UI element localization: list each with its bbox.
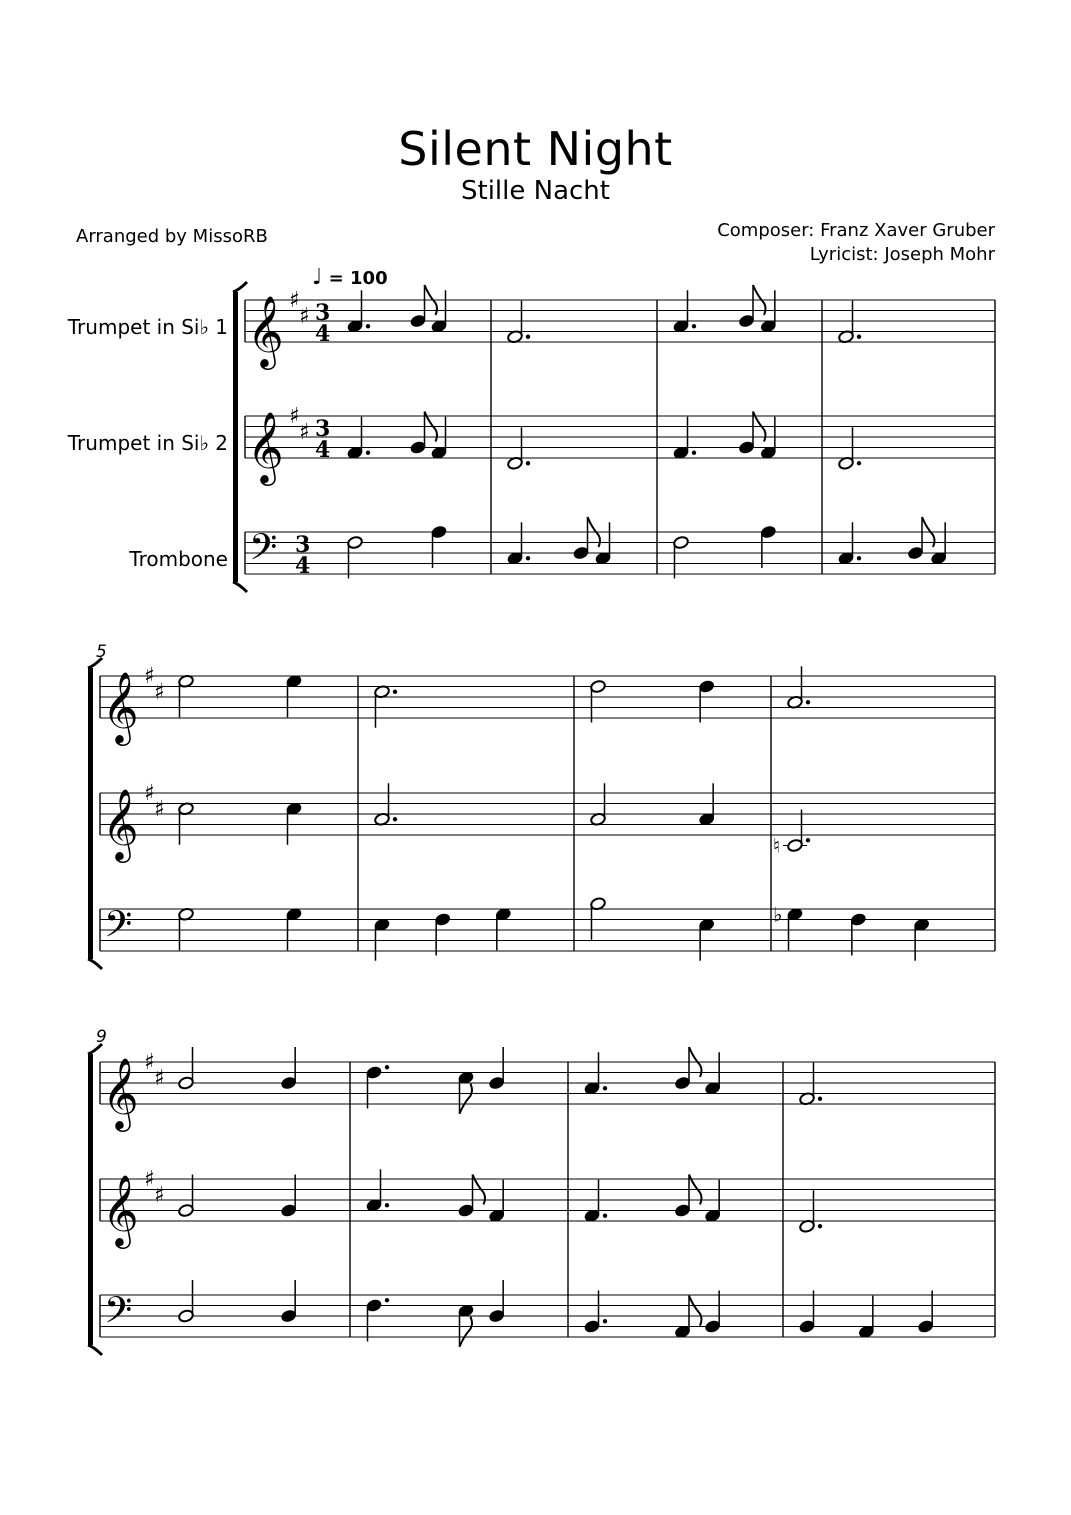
measure-number-system-3: 9 xyxy=(96,1027,107,1047)
augmentation-dot xyxy=(526,461,530,465)
augmentation-dot xyxy=(692,451,696,455)
measure-number-system-2: 5 xyxy=(96,642,107,662)
sharp-icon: ♯ xyxy=(154,1065,165,1091)
sharp-icon: ♯ xyxy=(144,781,155,806)
sharp-icon: ♯ xyxy=(154,796,165,822)
bass-clef-icon: 𝄢 xyxy=(249,526,278,578)
time-signature-top: 3 xyxy=(315,300,331,326)
score-subtitle: Stille Nacht xyxy=(461,176,610,206)
tempo-value: = 100 xyxy=(328,268,388,289)
augmentation-dot xyxy=(806,838,810,842)
system-bracket xyxy=(233,292,238,582)
augmentation-dot xyxy=(818,1224,822,1228)
sharp-icon: ♯ xyxy=(154,1182,165,1208)
treble-clef-icon: 𝄞 xyxy=(102,1173,139,1246)
system-bracket xyxy=(88,1054,93,1345)
augmentation-dot xyxy=(526,556,530,560)
time-signature-bottom: 4 xyxy=(315,321,331,347)
instrument-label-trumpet-2: Trumpet in Si♭ 2 xyxy=(67,431,228,455)
augmentation-dot xyxy=(818,1097,822,1101)
treble-clef-icon: 𝄞 xyxy=(247,294,284,367)
eighth-flag xyxy=(689,1296,702,1326)
sharp-icon: ♯ xyxy=(144,664,155,689)
augmentation-dot xyxy=(393,690,397,694)
time-signature-bottom: 4 xyxy=(315,437,331,463)
augmentation-dot xyxy=(603,1214,607,1218)
augmentation-dot xyxy=(385,1298,389,1302)
augmentation-dot xyxy=(806,700,810,704)
augmentation-dot xyxy=(692,324,696,328)
treble-clef-icon: 𝄞 xyxy=(102,1056,139,1129)
bass-clef-icon: 𝄢 xyxy=(104,1289,133,1341)
flat-icon: ♭ xyxy=(773,902,783,927)
natural-icon: ♮ xyxy=(773,833,781,858)
sharp-icon: ♯ xyxy=(289,404,300,429)
augmentation-dot xyxy=(385,1203,389,1207)
time-signature-top: 3 xyxy=(315,416,331,442)
instrument-label-trumpet-1: Trumpet in Si♭ 1 xyxy=(67,315,228,339)
treble-clef-icon: 𝄞 xyxy=(102,787,139,860)
lyricist-credit: Lyricist: Joseph Mohr xyxy=(809,244,995,265)
bracket-bottom-hook xyxy=(88,959,102,969)
augmentation-dot xyxy=(857,335,861,339)
augmentation-dot xyxy=(366,451,370,455)
augmentation-dot xyxy=(857,556,861,560)
sharp-icon: ♯ xyxy=(154,679,165,705)
instrument-label-trombone: Trombone xyxy=(129,547,228,571)
bracket-top-hook xyxy=(88,658,102,668)
sharp-icon: ♯ xyxy=(144,1167,155,1192)
augmentation-dot xyxy=(393,817,397,821)
augmentation-dot xyxy=(603,1086,607,1090)
treble-clef-icon: 𝄞 xyxy=(102,670,139,743)
augmentation-dot xyxy=(366,324,370,328)
eighth-flag xyxy=(460,1317,473,1347)
augmentation-dot xyxy=(526,335,530,339)
score-title: Silent Night xyxy=(398,122,673,176)
bracket-bottom-hook xyxy=(233,582,247,592)
sharp-icon: ♯ xyxy=(144,1050,155,1075)
treble-clef-icon: 𝄞 xyxy=(247,410,284,483)
system-bracket xyxy=(88,668,93,959)
time-signature-top: 3 xyxy=(295,532,311,558)
time-signature-bottom: 4 xyxy=(295,553,311,579)
bass-clef-icon: 𝄢 xyxy=(104,903,133,955)
eighth-flag xyxy=(460,1084,473,1114)
bracket-top-hook xyxy=(88,1044,102,1054)
bracket-bottom-hook xyxy=(88,1345,102,1355)
sharp-icon: ♯ xyxy=(299,419,310,445)
arranger-credit: Arranged by MissoRB xyxy=(76,226,268,247)
sharp-icon: ♯ xyxy=(289,288,300,313)
composer-credit: Composer: Franz Xaver Gruber xyxy=(717,220,995,241)
augmentation-dot xyxy=(603,1319,607,1323)
quarter-note-icon: ♩ xyxy=(312,265,323,290)
augmentation-dot xyxy=(385,1065,389,1069)
augmentation-dot xyxy=(857,461,861,465)
sharp-icon: ♯ xyxy=(299,303,310,329)
bracket-top-hook xyxy=(233,282,247,292)
